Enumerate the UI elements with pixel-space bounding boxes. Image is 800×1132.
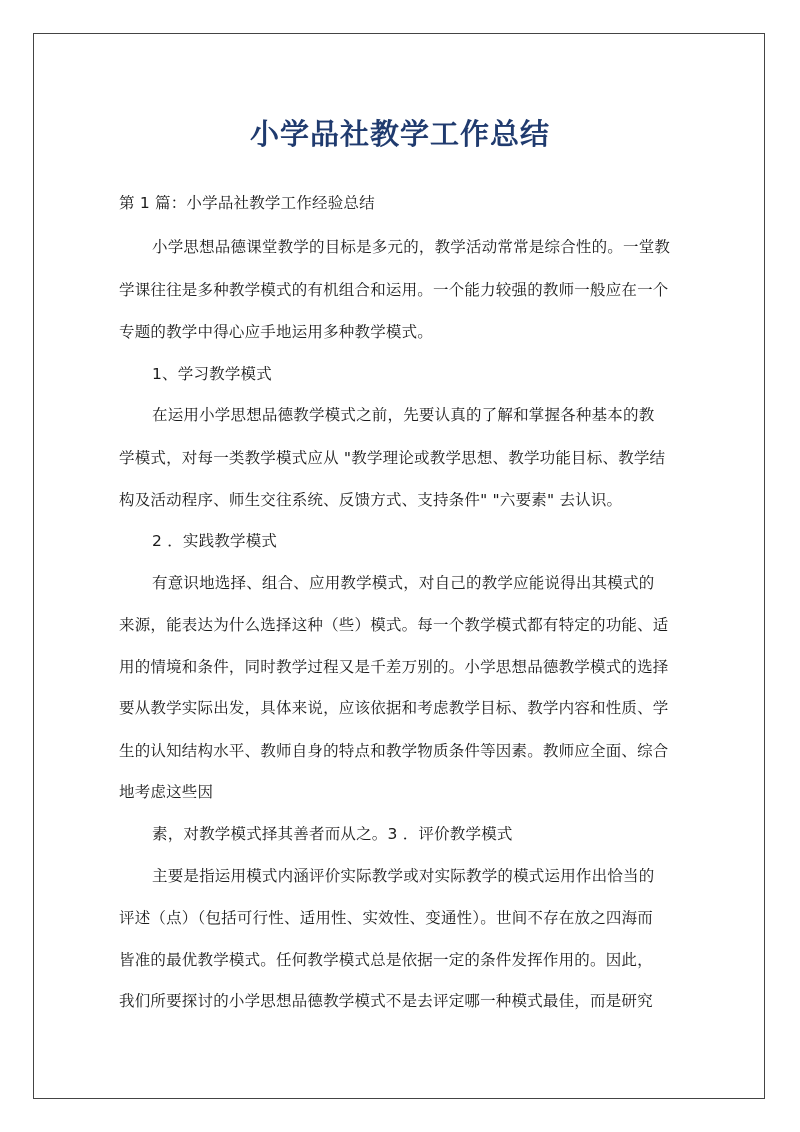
paragraph-line: 学课往往是多种教学模式的有机组合和运用。一个能力较强的教师一般应在一个	[119, 281, 669, 299]
paragraph-line: 我们所要探讨的小学思想品德教学模式不是去评定哪一种模式最佳，而是研究	[119, 992, 653, 1010]
paragraph-line: 学模式，对每一类教学模式应从 "教学理论或教学思想、教学功能目标、教学结	[119, 449, 666, 467]
paragraph-line: 地考虑这些因	[119, 783, 214, 801]
paragraph-line: 生的认知结构水平、教师自身的特点和教学物质条件等因素。教师应全面、综合	[119, 742, 669, 760]
paragraph-line: 皆准的最优教学模式。任何教学模式总是依据一定的条件发挥作用的。因此，	[119, 951, 653, 969]
paragraph-line: 构及活动程序、师生交往系统、反馈方式、支持条件" "六要素" 去认识。	[119, 491, 623, 509]
paragraph-line: 来源，能表达为什么选择这种（些）模式。每一个教学模式都有特定的功能、适	[119, 616, 669, 634]
paragraph-line: 在运用小学思想品德教学模式之前，先要认真的了解和掌握各种基本的教	[152, 406, 655, 424]
paragraph-line: 评述（点）（包括可行性、适用性、实效性、变通性）。世间不存在放之四海而	[119, 909, 654, 927]
paragraph-line: 主要是指运用模式内涵评价实际教学或对实际教学的模式运用作出恰当的	[152, 867, 655, 885]
paragraph-line: 小学思想品德课堂教学的目标是多元的，教学活动常常是综合性的。一堂教	[152, 238, 671, 256]
section-heading-1: 第 1 篇：小学品社教学工作经验总结	[119, 194, 375, 212]
document-title: 小学品社教学工作总结	[249, 117, 550, 151]
subheading-study-models: 1、学习教学模式	[152, 365, 272, 383]
subheading-practice-models: 2 ．实践教学模式	[152, 532, 278, 550]
paragraph-line: 用的情境和条件，同时教学过程又是千差万别的。小学思想品德教学模式的选择	[119, 658, 669, 676]
paragraph-line: 有意识地选择、组合、应用教学模式，对自己的教学应能说得出其模式的	[152, 574, 655, 592]
paragraph-line: 要从教学实际出发，具体来说，应该依据和考虑教学目标、教学内容和性质、学	[119, 699, 669, 717]
paragraph-line-with-subheading: 素，对教学模式择其善者而从之。3 ．评价教学模式	[152, 825, 513, 843]
paragraph-line: 专题的教学中得心应手地运用多种教学模式。	[119, 323, 434, 341]
